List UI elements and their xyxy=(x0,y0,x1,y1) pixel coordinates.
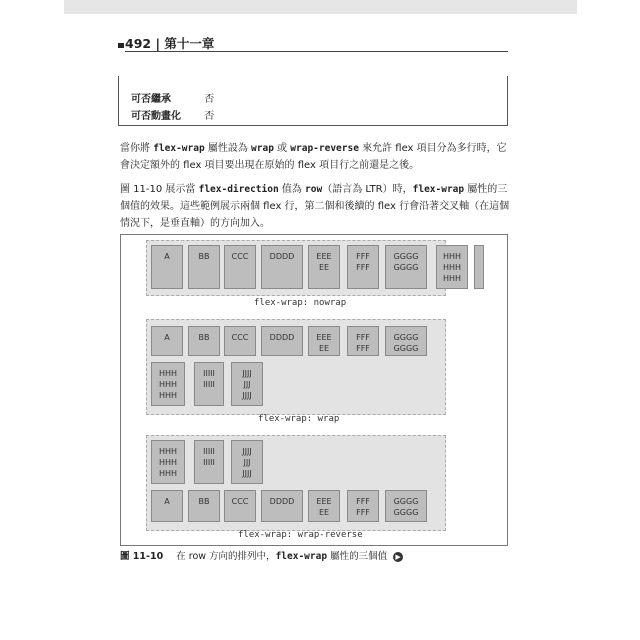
property-value: 否 xyxy=(204,94,215,105)
caption-code: flex-wrap xyxy=(275,551,328,562)
nowrap-flex-item: CCC xyxy=(224,245,256,289)
nowrap-flex-item: DDDD xyxy=(261,245,303,289)
property-row-animatable xyxy=(131,107,214,122)
text: 值為 xyxy=(278,184,306,195)
wrap-reverse-label: flex-wrap: wrap-reverse xyxy=(238,530,363,540)
header-rule xyxy=(125,51,508,52)
caption-text: 在 row 方向的排列中， xyxy=(176,551,276,562)
wrap-reverse-row1-flex-item: HHH HHH HHH xyxy=(151,440,185,484)
wrap-row2-flex-item: JJJJ JJJ JJJJ xyxy=(231,362,263,406)
arrow-right-icon: ▶ xyxy=(393,552,403,562)
property-value: 否 xyxy=(204,111,215,122)
page-header xyxy=(125,34,214,52)
nowrap-flex-item: EEE EE xyxy=(308,245,340,289)
text: 屬性設為 xyxy=(204,143,252,154)
wrap-reverse-row2-flex-item: A xyxy=(151,490,183,522)
property-table xyxy=(118,76,508,126)
paragraph-2 xyxy=(120,181,510,232)
text: 當你將 xyxy=(120,143,154,154)
text: （語言為 LTR）時， xyxy=(322,184,413,195)
code-flex-wrap: flex-wrap xyxy=(153,143,205,154)
property-row-inherited xyxy=(131,90,214,105)
wrap-reverse-row2-flex-item: GGGG GGGG xyxy=(385,490,427,522)
header-mark xyxy=(118,43,124,48)
wrap-row1-flex-item: EEE EE xyxy=(308,326,340,356)
nowrap-flex-item: A xyxy=(151,245,183,289)
wrap-row1-flex-item: CCC xyxy=(224,326,256,356)
text: 圖 11-10 展示當 xyxy=(120,184,199,195)
wrap-label: flex-wrap: wrap xyxy=(258,414,340,424)
top-band xyxy=(64,0,577,14)
wrap-reverse-row1-flex-item: IIIII IIIII xyxy=(194,440,224,484)
nowrap-flex-item: FFF FFF xyxy=(347,245,379,289)
nowrap-flex-item: GGGG GGGG xyxy=(385,245,427,289)
wrap-row1-flex-item: DDDD xyxy=(261,326,303,356)
code-flex-direction: flex-direction xyxy=(198,184,279,195)
wrap-reverse-row1-flex-item: JJJJ JJJ JJJJ xyxy=(231,440,263,484)
figure-caption xyxy=(120,548,403,562)
text: 來允許 flex 項目分為多行時，它會決定額外的 flex 項目要出現在原始的 flex 項目行之前還是之後。 xyxy=(120,143,507,171)
wrap-row1-flex-item: A xyxy=(151,326,183,356)
wrap-row1-flex-item: FFF FFF xyxy=(347,326,379,356)
caption-text-2: 屬性的三個值 xyxy=(327,551,388,562)
wrap-reverse-row2-flex-item: CCC xyxy=(224,490,256,522)
code-wrap-reverse: wrap-reverse xyxy=(290,143,359,154)
wrap-reverse-row2-flex-item: DDDD xyxy=(261,490,303,522)
wrap-reverse-row2-flex-item: EEE EE xyxy=(308,490,340,522)
header-separator: | xyxy=(155,36,161,51)
figure-11-10 xyxy=(120,234,508,546)
page-number: 492 xyxy=(125,36,152,51)
paragraph-1 xyxy=(120,140,510,174)
nowrap-flex-item: BB xyxy=(188,245,220,289)
nowrap-flex-item xyxy=(474,245,484,289)
wrap-row1-flex-item: BB xyxy=(188,326,220,356)
nowrap-flex-item: HHH HHH HHH xyxy=(436,245,468,289)
caption-number: 圖 11-10 xyxy=(120,551,164,562)
code-wrap: wrap xyxy=(251,143,274,154)
code-flex-wrap: flex-wrap xyxy=(412,184,465,195)
chapter-title: 第十一章 xyxy=(164,36,215,51)
wrap-reverse-row2-flex-item: BB xyxy=(188,490,220,522)
nowrap-label: flex-wrap: nowrap xyxy=(254,298,347,308)
wrap-row1-flex-item: GGGG GGGG xyxy=(385,326,427,356)
code-row: row xyxy=(305,184,323,195)
wrap-reverse-row2-flex-item: FFF FFF xyxy=(347,490,379,522)
property-key: 可否動畫化 xyxy=(131,111,181,122)
text: 屬性的三個值的效果。這些範例展示兩個 flex 行，第二個和後續的 flex 行會沿著交叉軸（在這個情況下，是垂直軸）的方向加入。 xyxy=(120,184,510,229)
wrap-row2-flex-item: IIIII IIIII xyxy=(194,362,224,406)
wrap-row2-flex-item: HHH HHH HHH xyxy=(151,362,185,406)
text: 或 xyxy=(273,143,291,154)
property-key: 可否繼承 xyxy=(131,94,171,105)
